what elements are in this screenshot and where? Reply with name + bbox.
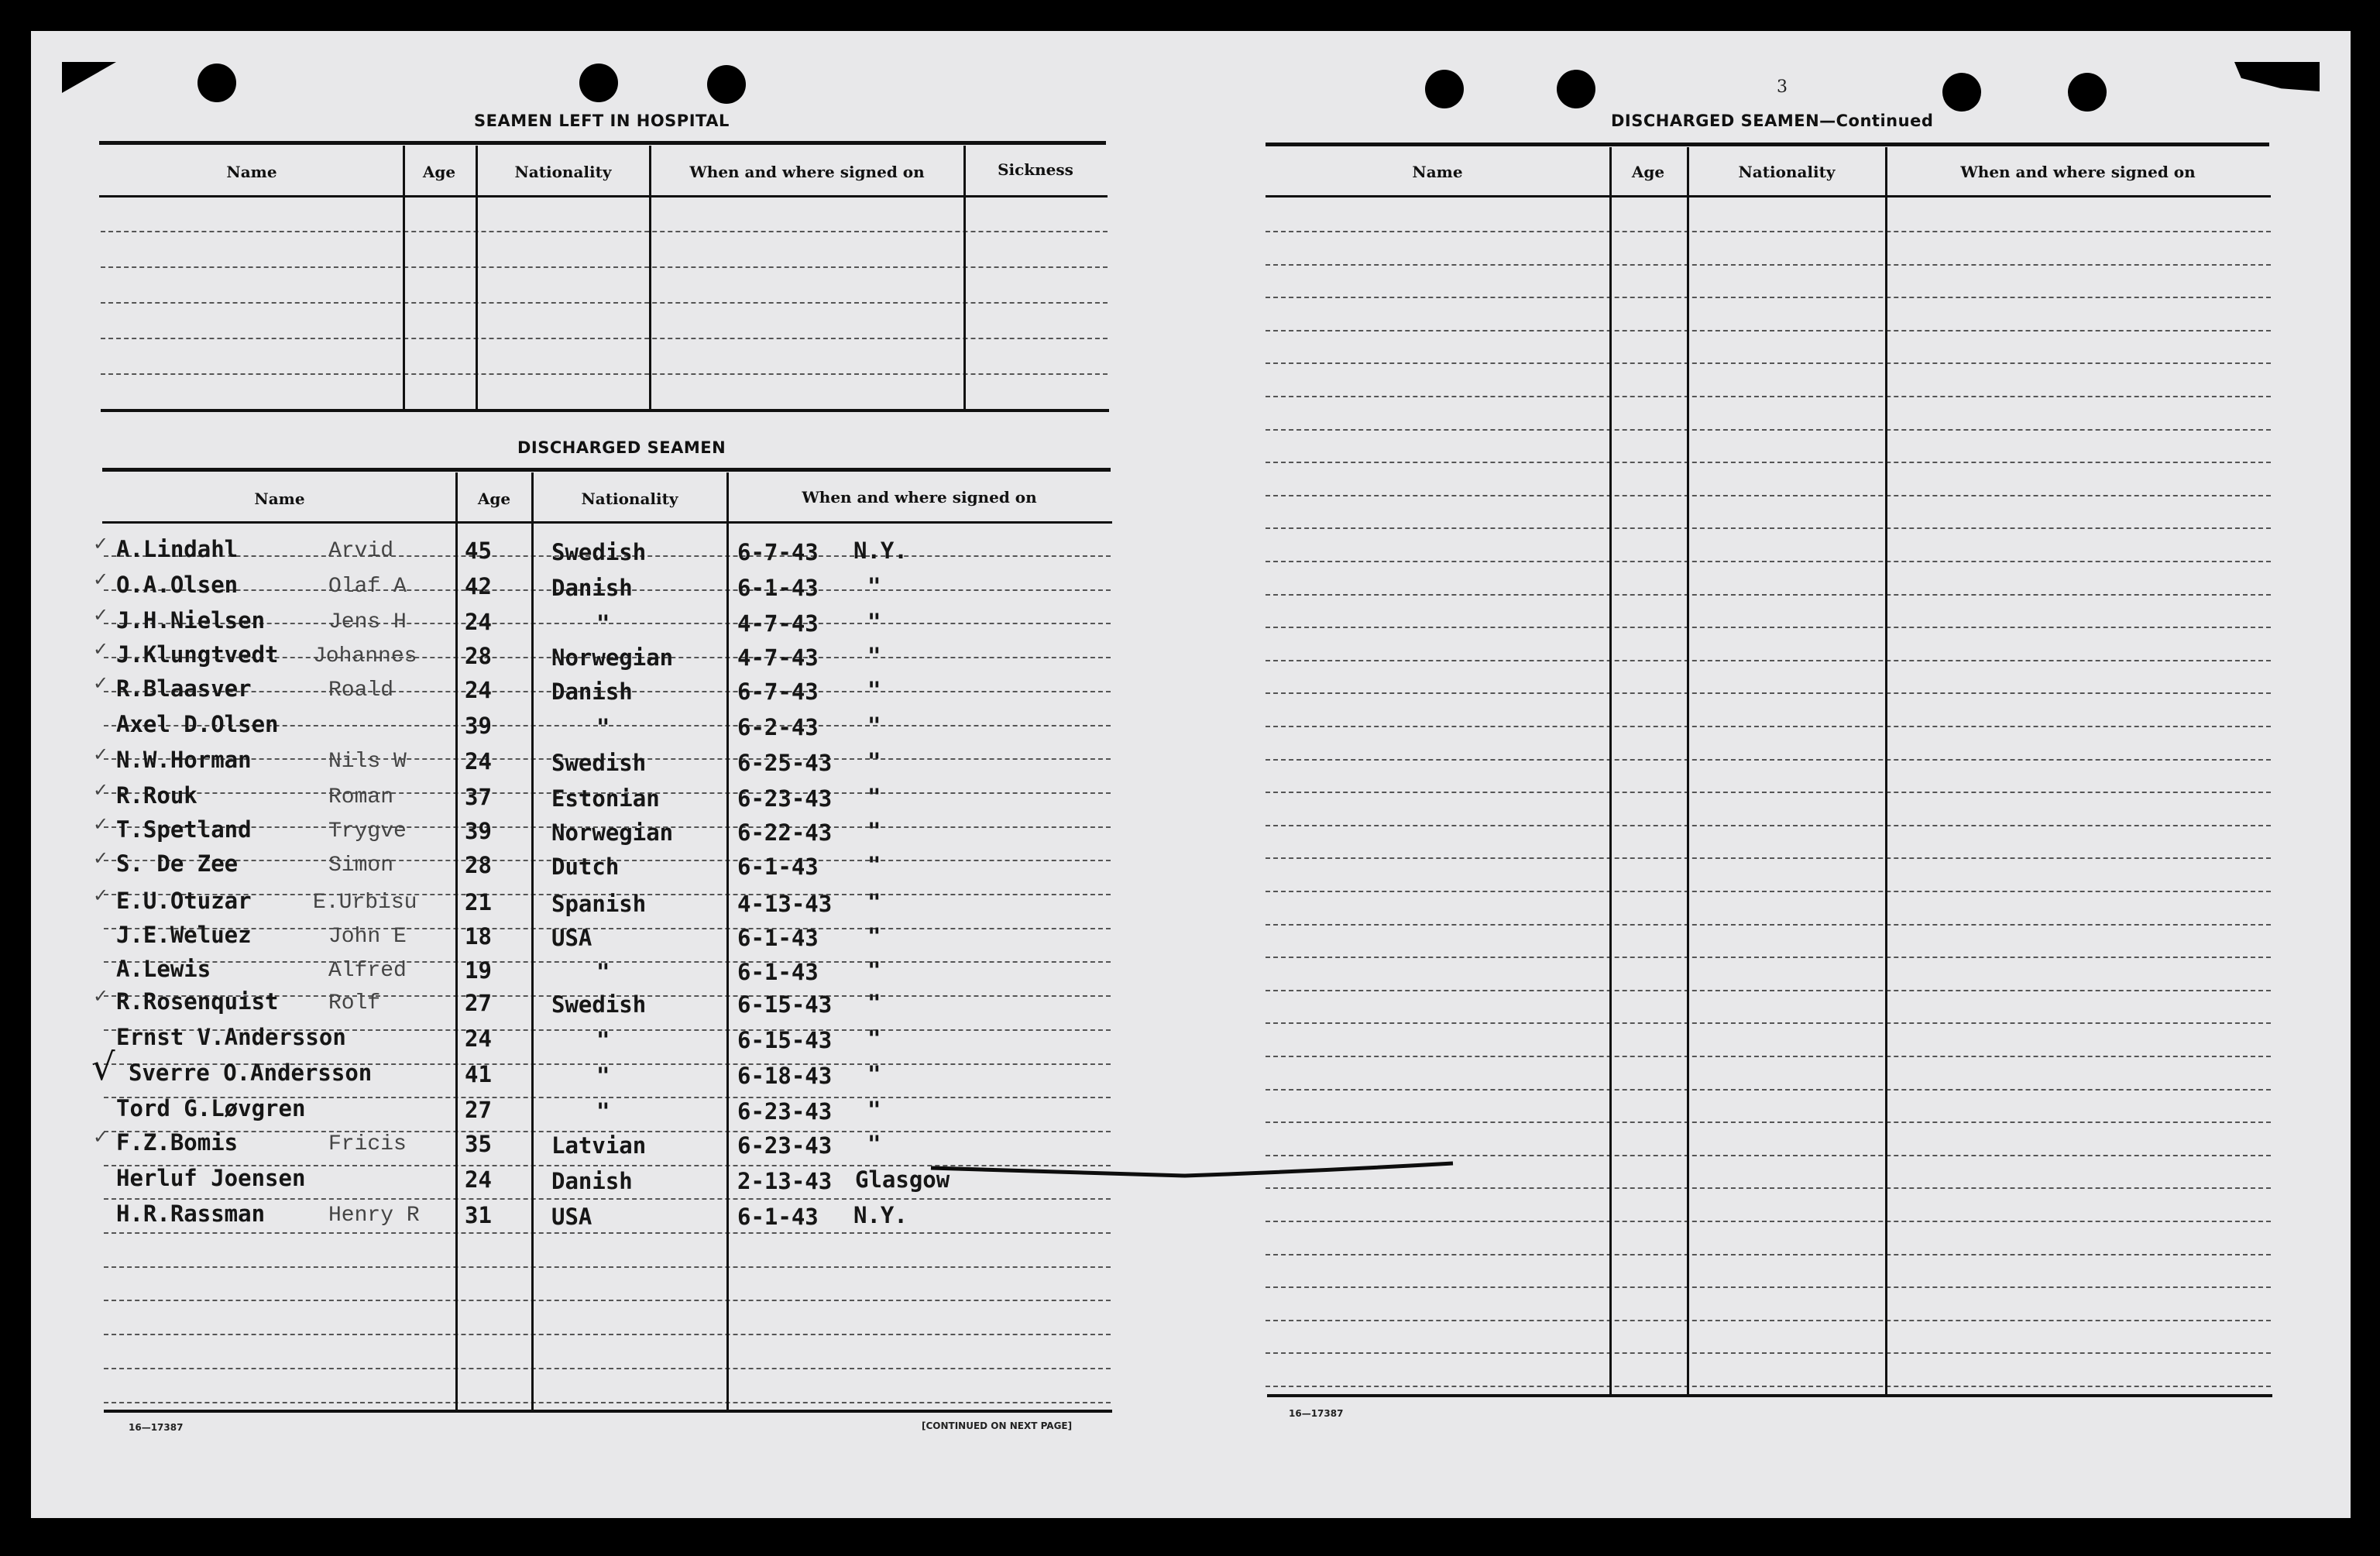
hospital-row-line [101, 266, 1108, 268]
seaman-name: E.U.Otuzar [116, 888, 252, 914]
seaman-given-name: Johannes [313, 644, 417, 668]
check-mark: ✓ [93, 568, 109, 590]
right-row-line [1266, 1187, 2271, 1189]
seaman-given-name: E.Urbisu [313, 891, 417, 915]
seaman-name: Tord G.Løvgren [116, 1095, 306, 1121]
signed-on-date: 4-7-43 [737, 610, 819, 637]
check-mark: ✓ [93, 813, 109, 835]
signed-on-date: 4-7-43 [737, 644, 819, 671]
check-mark: ✓ [93, 779, 109, 801]
seaman-nationality: " [596, 714, 610, 740]
seaman-nationality: Norwegian [551, 819, 674, 846]
seaman-name: S. De Zee [116, 850, 239, 877]
seaman-given-name: Jens H [328, 610, 407, 634]
signed-on-place: " [867, 852, 881, 878]
signed-on-place: " [867, 923, 881, 950]
signed-on-place: " [867, 1025, 881, 1052]
seaman-given-name: Arvid [328, 539, 394, 563]
torn-corner-left [62, 62, 116, 93]
discharged-row-line [104, 1402, 1111, 1403]
ink-stroke [929, 1152, 1472, 1183]
signed-on-place: " [867, 643, 881, 669]
discharged-row-line [104, 1334, 1111, 1335]
signed-on-date: 6-18-43 [737, 1063, 833, 1089]
seaman-nationality: Danish [551, 1168, 633, 1194]
discharged-header-signed: When and where signed on [802, 488, 1037, 507]
hospital-column-divider [403, 146, 405, 412]
signed-on-place: " [867, 957, 881, 984]
form-number-left: 16—17387 [129, 1422, 184, 1433]
seaman-nationality: " [596, 1063, 610, 1089]
signed-on-date: 6-23-43 [737, 1132, 833, 1159]
seaman-age: 24 [465, 609, 492, 635]
seaman-age: 28 [465, 852, 492, 878]
seaman-name: H.R.Rassman [116, 1200, 266, 1227]
discharged-row-line [104, 1198, 1111, 1200]
seaman-age: 21 [465, 889, 492, 915]
signed-on-place: N.Y. [853, 538, 908, 564]
right-row-line [1266, 1286, 2271, 1288]
signed-on-place: " [867, 677, 881, 703]
discharged-row-line [104, 928, 1111, 929]
right-row-line [1266, 362, 2271, 364]
right-column-divider [1885, 147, 1887, 1397]
seaman-age: 24 [465, 1025, 492, 1052]
seaman-age: 31 [465, 1202, 492, 1228]
form-number-right: 16—17387 [1289, 1408, 1344, 1419]
right-row-line [1266, 594, 2271, 596]
right-row-line [1266, 495, 2271, 496]
right-row-line [1266, 1089, 2271, 1091]
right-row-line [1266, 396, 2271, 397]
right-row-line [1266, 462, 2271, 463]
seaman-name: A.Lewis [116, 956, 211, 982]
discharged-header-rule [102, 521, 1112, 524]
discharged-bottom-rule [104, 1410, 1112, 1413]
signed-on-date: 6-23-43 [737, 785, 833, 812]
signed-on-place: " [867, 609, 881, 635]
right-row-line [1266, 1121, 2271, 1123]
discharged-section-title: DISCHARGED SEAMEN [517, 438, 726, 457]
signed-on-place: " [867, 990, 881, 1016]
seaman-name: J.H.Nielsen [116, 607, 266, 634]
seaman-name: R.Blaasver [116, 675, 252, 702]
seaman-nationality: Norwegian [551, 644, 674, 671]
signed-on-place: " [867, 573, 881, 599]
right-row-line [1266, 825, 2271, 826]
right-row-line [1266, 264, 2271, 266]
right-row-line [1266, 561, 2271, 562]
right-row-line [1266, 792, 2271, 793]
seaman-name: J.E.Weluez [116, 922, 252, 948]
right-row-line [1266, 660, 2271, 661]
seaman-nationality: USA [551, 1204, 592, 1230]
right-row-line [1266, 330, 2271, 331]
signed-on-place: N.Y. [853, 1202, 908, 1228]
seaman-nationality: " [596, 959, 610, 985]
hospital-top-rule [99, 141, 1106, 145]
signed-on-date: 6-15-43 [737, 991, 833, 1018]
check-mark: ✓ [93, 533, 109, 555]
seaman-nationality: Latvian [551, 1132, 647, 1159]
binder-hole [2068, 73, 2107, 112]
seaman-given-name: Roald [328, 678, 394, 702]
seaman-given-name: Henry R [328, 1204, 420, 1228]
seaman-nationality: Swedish [551, 750, 647, 776]
discharged-row-line [104, 1232, 1111, 1234]
signed-on-date: 2-13-43 [737, 1168, 833, 1194]
seaman-age: 39 [465, 713, 492, 739]
signed-on-place: " [867, 784, 881, 810]
discharged-row-line [104, 1300, 1111, 1301]
right-row-line [1266, 857, 2271, 859]
check-mark: ✓ [93, 884, 109, 906]
binder-hole [579, 64, 618, 102]
right-row-line [1266, 297, 2271, 298]
discharged-header-age: Age [477, 489, 511, 508]
seaman-age: 18 [465, 923, 492, 950]
signed-on-date: 6-1-43 [737, 854, 819, 880]
hospital-row-line [101, 373, 1108, 375]
check-mark: ✓ [93, 985, 109, 1007]
seaman-age: 28 [465, 643, 492, 669]
hospital-column-divider [476, 146, 478, 412]
seaman-nationality: Swedish [551, 539, 647, 565]
right-row-line [1266, 1221, 2271, 1222]
seaman-nationality: Dutch [551, 854, 620, 880]
seaman-age: 27 [465, 990, 492, 1016]
discharged-column-divider [455, 472, 458, 1411]
seaman-given-name: Nils W [328, 750, 407, 774]
check-mark: ✓ [93, 744, 109, 765]
seaman-name: Axel D.Olsen [116, 711, 279, 737]
discharged-header-name: Name [254, 489, 305, 508]
right-column-divider [1687, 147, 1689, 1397]
signed-on-date: 6-7-43 [737, 678, 819, 705]
signed-on-place: " [867, 889, 881, 915]
right-row-line [1266, 1386, 2271, 1387]
seaman-nationality: Danish [551, 575, 633, 601]
binder-hole [1425, 70, 1464, 108]
binder-hole [197, 64, 236, 102]
continued-note: [CONTINUED ON NEXT PAGE] [922, 1420, 1073, 1431]
signed-on-place: " [867, 748, 881, 775]
right-row-line [1266, 1254, 2271, 1255]
hospital-header-name: Name [226, 163, 277, 181]
right-top-rule [1266, 143, 2269, 146]
signed-on-date: 4-13-43 [737, 891, 833, 917]
right-row-line [1266, 759, 2271, 761]
seaman-name: Herluf Joensen [116, 1165, 306, 1191]
seaman-name: J.Klungtvedt [116, 641, 279, 668]
binder-hole [707, 65, 746, 104]
signed-on-date: 6-1-43 [737, 1204, 819, 1230]
right-header-signed: When and where signed on [1960, 163, 2196, 181]
hospital-bottom-rule [101, 409, 1109, 412]
seaman-nationality: " [596, 1098, 610, 1125]
discharged-row-line [104, 1368, 1111, 1369]
seaman-name: R.Rouk [116, 782, 197, 809]
seaman-name: O.A.Olsen [116, 572, 239, 598]
right-row-line [1266, 726, 2271, 727]
seaman-given-name: Fricis [328, 1132, 407, 1156]
signed-on-date: 6-7-43 [737, 539, 819, 565]
seaman-nationality: Estonian [551, 785, 660, 812]
signed-on-date: 6-23-43 [737, 1098, 833, 1125]
signed-on-date: 6-22-43 [737, 819, 833, 846]
seaman-nationality: Swedish [551, 991, 647, 1018]
seaman-age: 39 [465, 818, 492, 844]
seaman-age: 35 [465, 1131, 492, 1157]
check-mark: ✓ [93, 847, 109, 869]
seaman-name: Ernst V.Andersson [116, 1024, 346, 1050]
signed-on-date: 6-1-43 [737, 959, 819, 985]
discharged-column-divider [531, 472, 534, 1411]
hospital-row-line [101, 302, 1108, 304]
torn-corner-right [2234, 62, 2320, 91]
seaman-age: 42 [465, 573, 492, 599]
right-row-line [1266, 1022, 2271, 1024]
page-number: 3 [1777, 77, 1788, 97]
hospital-column-divider [963, 146, 966, 412]
seaman-nationality: " [596, 610, 610, 637]
seaman-age: 24 [465, 677, 492, 703]
check-mark: ✓ [93, 672, 109, 694]
right-row-line [1266, 957, 2271, 958]
signed-on-place: " [867, 713, 881, 739]
right-header-name: Name [1412, 163, 1463, 181]
check-mark: √ [91, 1046, 115, 1089]
seaman-age: 19 [465, 957, 492, 984]
seaman-age: 41 [465, 1061, 492, 1087]
right-row-line [1266, 231, 2271, 232]
discharged-row-line [104, 1266, 1111, 1268]
right-row-line [1266, 692, 2271, 694]
seaman-name: Sverre O.Andersson [129, 1060, 373, 1086]
seaman-nationality: " [596, 1027, 610, 1053]
hospital-section-title: SEAMEN LEFT IN HOSPITAL [474, 112, 730, 130]
signed-on-place: " [867, 1061, 881, 1087]
right-bottom-rule [1267, 1394, 2272, 1397]
seaman-name: N.W.Horman [116, 747, 252, 773]
right-section-title: DISCHARGED SEAMEN—Continued [1611, 112, 1934, 130]
discharged-top-rule [102, 468, 1111, 472]
right-header-age: Age [1631, 163, 1665, 181]
hospital-header-rule [99, 195, 1108, 198]
hospital-column-divider [649, 146, 651, 412]
seaman-age: 24 [465, 1166, 492, 1193]
hospital-header-nationality: Nationality [514, 163, 612, 181]
signed-on-date: 6-2-43 [737, 714, 819, 740]
binder-hole [1942, 73, 1981, 112]
right-row-line [1266, 527, 2271, 529]
right-header-rule [1266, 195, 2271, 198]
seaman-age: 37 [465, 784, 492, 810]
seaman-age: 45 [465, 538, 492, 564]
right-row-line [1266, 990, 2271, 991]
signed-on-place: " [867, 1097, 881, 1123]
signed-on-date: 6-1-43 [737, 575, 819, 601]
seaman-given-name: John E [328, 925, 407, 949]
seaman-given-name: Alfred [328, 959, 407, 983]
hospital-header-signed: When and where signed on [689, 163, 925, 181]
seaman-name: F.Z.Bomis [116, 1129, 239, 1156]
hospital-header-sickness: Sickness [998, 160, 1073, 179]
signed-on-date: 6-1-43 [737, 925, 819, 951]
check-mark: ✓ [93, 638, 109, 660]
signed-on-place: Glasgow [855, 1166, 950, 1193]
right-row-line [1266, 891, 2271, 892]
seaman-age: 24 [465, 748, 492, 775]
signed-on-date: 6-15-43 [737, 1027, 833, 1053]
right-row-line [1266, 627, 2271, 628]
discharged-header-nationality: Nationality [581, 489, 678, 508]
right-row-line [1266, 1320, 2271, 1321]
check-mark: ✓ [93, 604, 109, 626]
seaman-name: R.Rosenquist [116, 988, 279, 1015]
hospital-row-line [101, 338, 1108, 339]
document-sheet [31, 31, 2351, 1518]
seaman-nationality: Danish [551, 678, 633, 705]
right-header-nationality: Nationality [1738, 163, 1836, 181]
right-column-divider [1609, 147, 1612, 1397]
discharged-column-divider [726, 472, 729, 1411]
seaman-given-name: Trygve [328, 819, 407, 843]
right-row-line [1266, 924, 2271, 926]
seaman-name: T.Spetland [116, 816, 252, 843]
seaman-name: A.Lindahl [116, 536, 239, 562]
right-row-line [1266, 429, 2271, 431]
seaman-given-name: Rolf [328, 991, 381, 1015]
seaman-age: 27 [465, 1097, 492, 1123]
hospital-header-age: Age [422, 163, 456, 181]
right-row-line [1266, 1352, 2271, 1354]
seaman-given-name: Roman [328, 785, 394, 809]
binder-hole [1557, 70, 1595, 108]
signed-on-place: " [867, 1131, 881, 1157]
seaman-given-name: Olaf A [328, 575, 407, 599]
signed-on-place: " [867, 818, 881, 844]
hospital-row-line [101, 231, 1108, 232]
check-mark: ✓ [93, 1126, 109, 1148]
seaman-nationality: Spanish [551, 891, 647, 917]
seaman-given-name: Simon [328, 854, 394, 878]
signed-on-date: 6-25-43 [737, 750, 833, 776]
right-row-line [1266, 1056, 2271, 1057]
seaman-nationality: USA [551, 925, 592, 951]
